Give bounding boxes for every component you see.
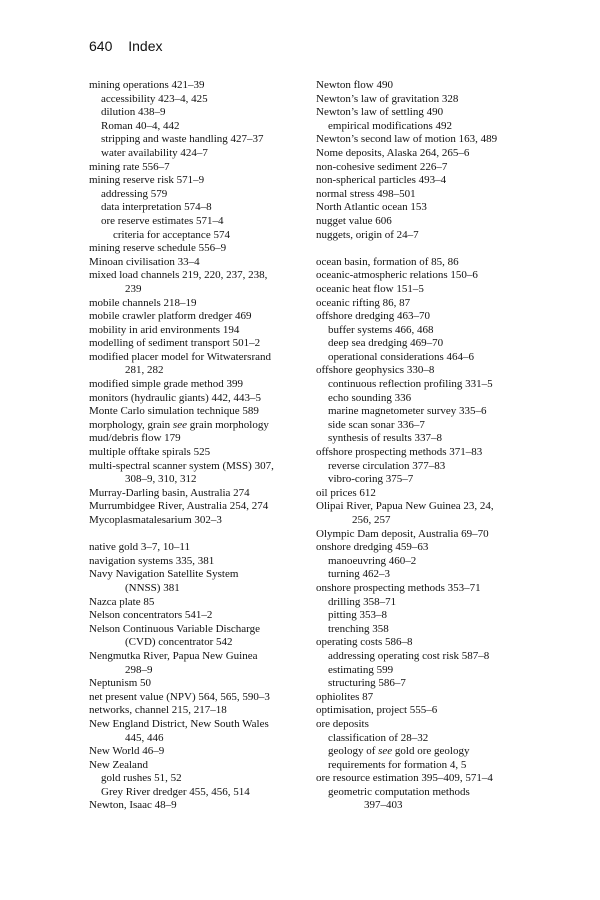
- index-subentry: [316, 351, 536, 365]
- index-entry: [316, 79, 536, 93]
- page-number: 640: [89, 38, 113, 54]
- index-entry: [316, 229, 536, 243]
- entry-text: native gold 3–7, 10–11: [89, 541, 191, 554]
- index-subentry: [89, 772, 301, 786]
- index-entry: [89, 351, 301, 378]
- entry-text: side scan sonar 336–7: [328, 418, 425, 431]
- entry-text: Neptunism 50: [89, 677, 152, 690]
- entry-text: water availability 424–7: [101, 146, 208, 159]
- entry-text: echo sounding 336: [328, 391, 412, 404]
- entry-text: offshore prospecting methods 371–83: [316, 446, 483, 459]
- index-entry: [316, 256, 536, 270]
- index-subentry: [316, 677, 536, 691]
- entry-text: addressing 579: [101, 187, 168, 200]
- entry-text: New England District, New South Wales: [89, 717, 269, 730]
- index-subentry: [89, 106, 301, 120]
- entry-text: offshore dredging 463–70: [316, 310, 431, 323]
- entry-text: Minoan civilisation 33–4: [89, 255, 200, 268]
- entry-text: Nome deposits, Alaska 264, 265–6: [316, 146, 470, 159]
- index-column-left: [89, 79, 301, 813]
- index-subentry: [316, 378, 536, 392]
- entry-text: mining reserve risk 571–9: [89, 174, 205, 187]
- index-entry: [316, 500, 536, 527]
- index-entry: [316, 528, 536, 542]
- entry-text: operating costs 586–8: [316, 636, 413, 649]
- entry-text: reverse circulation 377–83: [328, 459, 446, 472]
- entry-text: stripping and waste handling 427–37: [101, 133, 264, 146]
- index-entry: [89, 432, 301, 446]
- entry-text: normal stress 498–501: [316, 187, 416, 200]
- entry-text: North Atlantic ocean 153: [316, 201, 427, 214]
- entry-text: nugget value 606: [316, 214, 392, 227]
- index-entry: [89, 446, 301, 460]
- entry-text: Olipai River, Papua New Guinea 23, 24,: [316, 500, 494, 513]
- entry-text: multiple offtake spirals 525: [89, 446, 211, 459]
- index-subentry: [316, 432, 536, 446]
- entry-text: geology of: [328, 745, 376, 758]
- index-subentry: [316, 664, 536, 678]
- index-entry: [89, 677, 301, 691]
- entry-text: accessibility 423–4, 425: [101, 92, 208, 105]
- entry-text: oceanic heat flow 151–5: [316, 282, 424, 295]
- entry-text: mobile channels 218–19: [89, 296, 197, 309]
- index-subentry: [316, 623, 536, 637]
- index-entry: [89, 500, 301, 514]
- index-entry: [89, 623, 301, 650]
- index-subentry: [316, 324, 536, 338]
- index-entry: [89, 555, 301, 569]
- index-entry: [316, 541, 536, 555]
- entry-text: Newton flow 490: [316, 79, 393, 91]
- entry-text: requirements for formation 4, 5: [328, 758, 467, 771]
- index-subentry: [316, 460, 536, 474]
- index-subentry: [316, 786, 536, 813]
- index-entry: [89, 691, 301, 705]
- see-target: grain morphology: [189, 418, 269, 431]
- index-entry: [316, 718, 536, 732]
- index-subentry: [316, 568, 536, 582]
- index-subentry: [89, 786, 301, 800]
- entry-continuation: 445, 446: [125, 731, 164, 744]
- entry-text: offshore geophysics 330–8: [316, 364, 435, 377]
- index-entry: [89, 161, 301, 175]
- index-entry: [316, 297, 536, 311]
- entry-text: mobile crawler platform dredger 469: [89, 310, 252, 323]
- entry-text: continuous reflection profiling 331–5: [328, 378, 493, 391]
- index-entry: [316, 364, 536, 378]
- index-entry: [89, 718, 301, 745]
- index-entry: [89, 799, 301, 813]
- index-entry: [316, 691, 536, 705]
- entry-text: vibro-coring 375–7: [328, 473, 414, 486]
- entry-continuation: 281, 282: [125, 364, 164, 377]
- entry-text: Nelson Continuous Variable Discharge: [89, 622, 260, 635]
- index-entry: [89, 568, 301, 595]
- index-subentry: [89, 120, 301, 134]
- entry-text: Monte Carlo simulation technique 589: [89, 405, 259, 418]
- entry-text: nuggets, origin of 24–7: [316, 228, 419, 241]
- entry-text: trenching 358: [328, 622, 389, 635]
- entry-text: dilution 438–9: [101, 106, 166, 119]
- index-entry: [89, 704, 301, 718]
- entry-text: operational considerations 464–6: [328, 350, 475, 363]
- entry-text: New Zealand: [89, 758, 148, 771]
- index-entry: [316, 93, 536, 107]
- index-entry: [89, 337, 301, 351]
- index-entry: [89, 460, 301, 487]
- index-subentry: [89, 133, 301, 147]
- entry-text: turning 462–3: [328, 568, 391, 581]
- entry-text: modified simple grade method 399: [89, 378, 243, 391]
- entry-text: structuring 586–7: [328, 677, 406, 690]
- index-entry: [316, 269, 536, 283]
- index-entry: [316, 201, 536, 215]
- entry-text: onshore dredging 459–63: [316, 541, 429, 554]
- entry-continuation: (CVD) concentrator 542: [125, 636, 233, 649]
- index-entry: [316, 106, 536, 120]
- index-subentry: [316, 732, 536, 746]
- index-entry: [316, 133, 536, 147]
- entry-text: mining operations 421–39: [89, 79, 205, 91]
- entry-text: criteria for acceptance 574: [113, 228, 230, 241]
- entry-text: navigation systems 335, 381: [89, 554, 215, 567]
- entry-text: ore deposits: [316, 717, 369, 730]
- entry-text: ore reserve estimates 571–4: [101, 214, 224, 227]
- index-entry: [316, 174, 536, 188]
- entry-text: Newton, Isaac 48–9: [89, 799, 177, 812]
- entry-text: ocean basin, formation of 85, 86: [316, 255, 459, 268]
- entry-continuation: (NNSS) 381: [125, 581, 180, 594]
- entry-text: Nengmutka River, Papua New Guinea: [89, 649, 258, 662]
- entry-continuation: 239: [125, 282, 142, 295]
- entry-text: manoeuvring 460–2: [328, 554, 417, 567]
- index-entry: [89, 541, 301, 555]
- index-entry: [89, 256, 301, 270]
- entry-text: gold rushes 51, 52: [101, 772, 182, 785]
- entry-text: networks, channel 215, 217–18: [89, 704, 227, 717]
- index-entry: [89, 242, 301, 256]
- entry-text: mining rate 556–7: [89, 160, 170, 173]
- entry-text: Navy Navigation Satellite System: [89, 568, 239, 581]
- index-entry: [89, 392, 301, 406]
- index-entry: [89, 419, 301, 433]
- index-entry: [316, 283, 536, 297]
- index-entry: [89, 324, 301, 338]
- entry-text: Grey River dredger 455, 456, 514: [101, 785, 250, 798]
- index-entry: [316, 310, 536, 324]
- entry-text: ophiolites 87: [316, 690, 374, 703]
- entry-text: buffer systems 466, 468: [328, 323, 434, 336]
- entry-text: deep sea dredging 469–70: [328, 337, 444, 350]
- entry-text: Murray-Darling basin, Australia 274: [89, 486, 250, 499]
- entry-text: Roman 40–4, 442: [101, 119, 180, 132]
- entry-text: monitors (hydraulic giants) 442, 443–5: [89, 391, 262, 404]
- index-entry: [89, 745, 301, 759]
- entry-text: Nazca plate 85: [89, 595, 155, 608]
- index-entry: [316, 188, 536, 202]
- index-entry: [89, 174, 301, 188]
- entry-text: drilling 358–71: [328, 595, 397, 608]
- entry-continuation: 397–403: [364, 799, 403, 812]
- see-reference: see: [378, 745, 393, 758]
- entry-text: optimisation, project 555–6: [316, 704, 438, 717]
- index-entry: [89, 759, 301, 773]
- index-entry: [316, 704, 536, 718]
- index-entry: [89, 378, 301, 392]
- index-entry: [89, 310, 301, 324]
- see-reference: see: [172, 418, 187, 431]
- index-subentry: [316, 392, 536, 406]
- entry-text: Nelson concentrators 541–2: [89, 609, 213, 622]
- entry-text: mixed load channels 219, 220, 237, 238,: [89, 269, 268, 282]
- index-subentry: [89, 201, 301, 215]
- entry-text: net present value (NPV) 564, 565, 590–3: [89, 690, 270, 703]
- entry-text: oceanic rifting 86, 87: [316, 296, 411, 309]
- index-subentry: [89, 93, 301, 107]
- entry-text: Murrumbidgee River, Australia 254, 274: [89, 500, 269, 513]
- page-title: Index: [128, 38, 163, 54]
- entry-text: non-cohesive sediment 226–7: [316, 160, 448, 173]
- entry-text: Newton’s law of settling 490: [316, 106, 444, 119]
- entry-text: New World 46–9: [89, 745, 165, 758]
- entry-text: non-spherical particles 493–4: [316, 174, 447, 187]
- entry-text: oceanic-atmospheric relations 150–6: [316, 269, 478, 282]
- entry-text: classification of 28–32: [328, 731, 429, 744]
- index-entry: [316, 147, 536, 161]
- index-subentry: [316, 609, 536, 623]
- entry-text: empirical modifications 492: [328, 119, 453, 132]
- entry-text: onshore prospecting methods 353–71: [316, 581, 481, 594]
- index-subentry: [316, 555, 536, 569]
- entry-text: oil prices 612: [316, 486, 376, 499]
- index-entry: [316, 582, 536, 596]
- entry-text: data interpretation 574–8: [101, 201, 212, 214]
- entry-continuation: 308–9, 310, 312: [125, 473, 197, 486]
- index-subentry: [316, 419, 536, 433]
- index-entry: [316, 446, 536, 460]
- index-entry: [89, 269, 301, 296]
- index-subentry: [316, 473, 536, 487]
- index-subentry: [316, 337, 536, 351]
- entry-text: Mycoplasmatalesarium 302–3: [89, 514, 222, 526]
- section-gap: [316, 242, 536, 256]
- index-entry: [316, 636, 536, 650]
- entry-text: mining reserve schedule 556–9: [89, 242, 227, 255]
- index-subentry: [316, 596, 536, 610]
- index-entry: [89, 514, 301, 528]
- entry-text: morphology, grain: [89, 418, 171, 431]
- section-gap: [89, 528, 301, 542]
- entry-text: mobility in arid environments 194: [89, 323, 240, 336]
- index-subentry: [316, 759, 536, 773]
- index-entry: [89, 609, 301, 623]
- page-header: [89, 38, 163, 54]
- entry-text: modified placer model for Witwatersrand: [89, 350, 272, 363]
- index-subentry: [89, 188, 301, 202]
- index-entry: [89, 596, 301, 610]
- index-entry: [316, 772, 536, 786]
- entry-text: synthesis of results 337–8: [328, 432, 442, 445]
- index-entry: [89, 405, 301, 419]
- index-column-right: [316, 79, 536, 813]
- entry-text: addressing operating cost risk 587–8: [328, 649, 490, 662]
- entry-text: pitting 353–8: [328, 609, 387, 622]
- index-entry: [89, 487, 301, 501]
- index-entry: [316, 215, 536, 229]
- entry-continuation: 298–9: [125, 663, 153, 676]
- index-subentry: [89, 215, 301, 229]
- entry-text: marine magnetometer survey 335–6: [328, 405, 487, 418]
- index-subentry: [316, 650, 536, 664]
- index-subentry: [89, 229, 301, 243]
- index-subentry: [316, 745, 536, 759]
- index-entry: [316, 487, 536, 501]
- index-subentry: [89, 147, 301, 161]
- entry-text: Newton’s second law of motion 163, 489: [316, 133, 498, 146]
- entry-text: ore resource estimation 395–409, 571–4: [316, 772, 493, 785]
- index-entry: [89, 79, 301, 93]
- see-target: gold ore geology: [394, 745, 470, 758]
- index-entry: [89, 650, 301, 677]
- entry-text: mud/debris flow 179: [89, 432, 181, 445]
- index-entry: [316, 161, 536, 175]
- index-entry: [89, 297, 301, 311]
- entry-text: geometric computation methods: [328, 785, 470, 798]
- entry-text: multi-spectral scanner system (MSS) 307,: [89, 459, 274, 472]
- index-subentry: [316, 120, 536, 134]
- entry-text: modelling of sediment transport 501–2: [89, 337, 261, 350]
- index-subentry: [316, 405, 536, 419]
- entry-text: estimating 599: [328, 663, 394, 676]
- entry-continuation: 256, 257: [352, 514, 391, 526]
- entry-text: Newton’s law of gravitation 328: [316, 92, 459, 105]
- entry-text: Olympic Dam deposit, Australia 69–70: [316, 527, 489, 540]
